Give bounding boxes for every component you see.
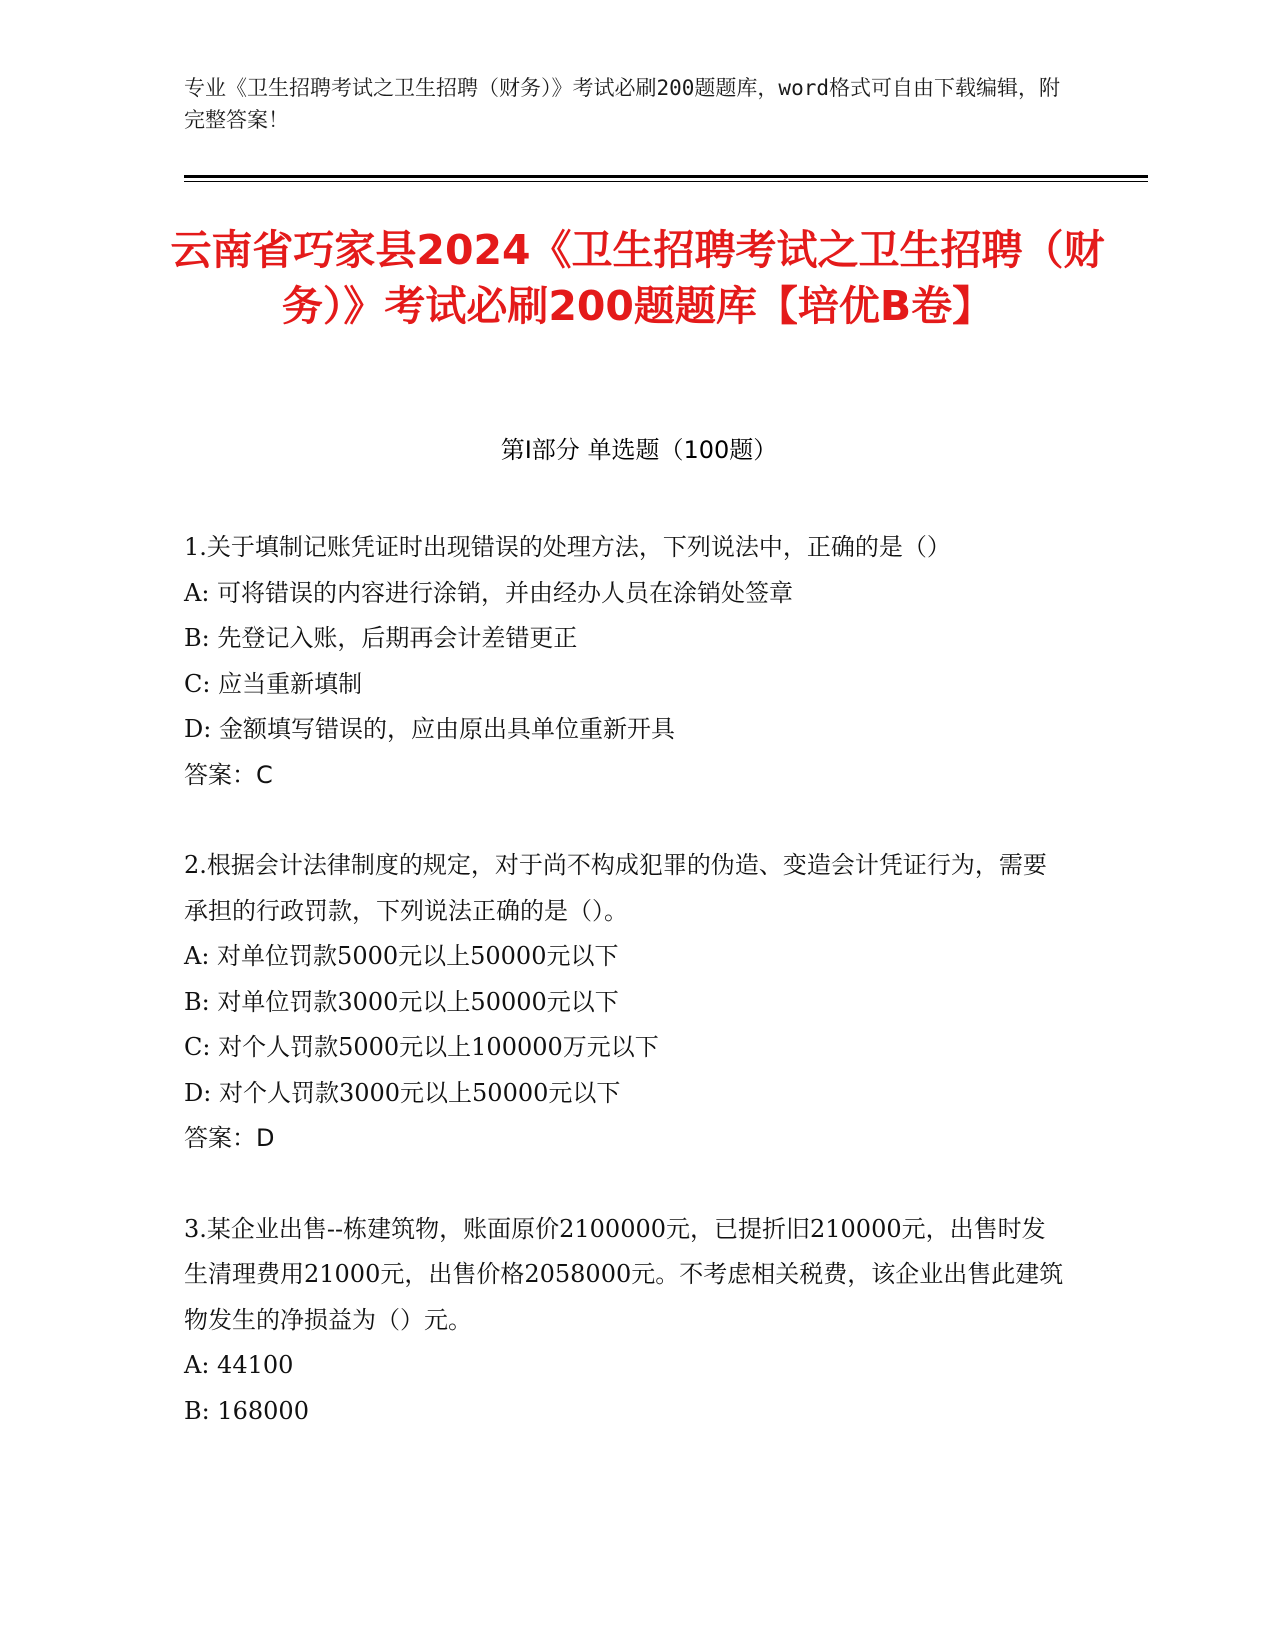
option-a: A: 对单位罚款5000元以上50000元以下 — [184, 942, 619, 970]
option-d: D: 对个人罚款3000元以上50000元以下 — [184, 1078, 621, 1107]
document-title: 云南省巧家县2024《卫生招聘考试之卫生招聘（财务）》考试必刷200题题库【培优B卷】 — [170, 226, 1105, 330]
header-rule-thin — [184, 181, 1148, 182]
question-2 — [184, 843, 1064, 1162]
answer: 答案：D — [184, 1124, 275, 1152]
option-c: C: 对个人罚款5000元以上100000万元以下 — [184, 1033, 659, 1061]
header-note: 专业《卫生招聘考试之卫生招聘（财务）》考试必刷200题题库，word格式可自由下载编辑，附完整答案！ — [184, 76, 1060, 132]
question-1 — [184, 525, 1064, 798]
option-b: B: 168000 — [184, 1396, 309, 1425]
question-text: 2.根据会计法律制度的规定，对于尚不构成犯罪的伪造、变造会计凭证行为，需要承担的行政罚款，下列说法正确的是（）。 — [184, 851, 1047, 925]
option-b: B: 先登记入账，后期再会计差错更正 — [184, 624, 578, 652]
option-a: A: 可将错误的内容进行涂销，并由经办人员在涂销处签章 — [184, 578, 794, 607]
section-heading: 第I部分 单选题（100题） — [500, 436, 778, 464]
question-3 — [184, 1207, 1064, 1435]
option-d: D: 金额填写错误的，应由原出具单位重新开具 — [184, 715, 675, 743]
option-b: B: 对单位罚款3000元以上50000元以下 — [184, 987, 619, 1016]
answer: 答案：C — [184, 760, 273, 789]
option-c: C: 应当重新填制 — [184, 669, 363, 698]
option-a: A: 44100 — [184, 1351, 294, 1379]
question-list — [184, 525, 1064, 1479]
question-text: 1.关于填制记账凭证时出现错误的处理方法，下列说法中，正确的是（） — [184, 533, 951, 561]
header-rule-thick — [184, 175, 1148, 178]
question-text: 3.某企业出售--栋建筑物，账面原价2100000元，已提折旧210000元，出售时发生清理费用21000元，出售价格2058000元。不考虑相关税费，该企业出售此建筑物发生的净损益为（）元。 — [184, 1214, 1064, 1334]
